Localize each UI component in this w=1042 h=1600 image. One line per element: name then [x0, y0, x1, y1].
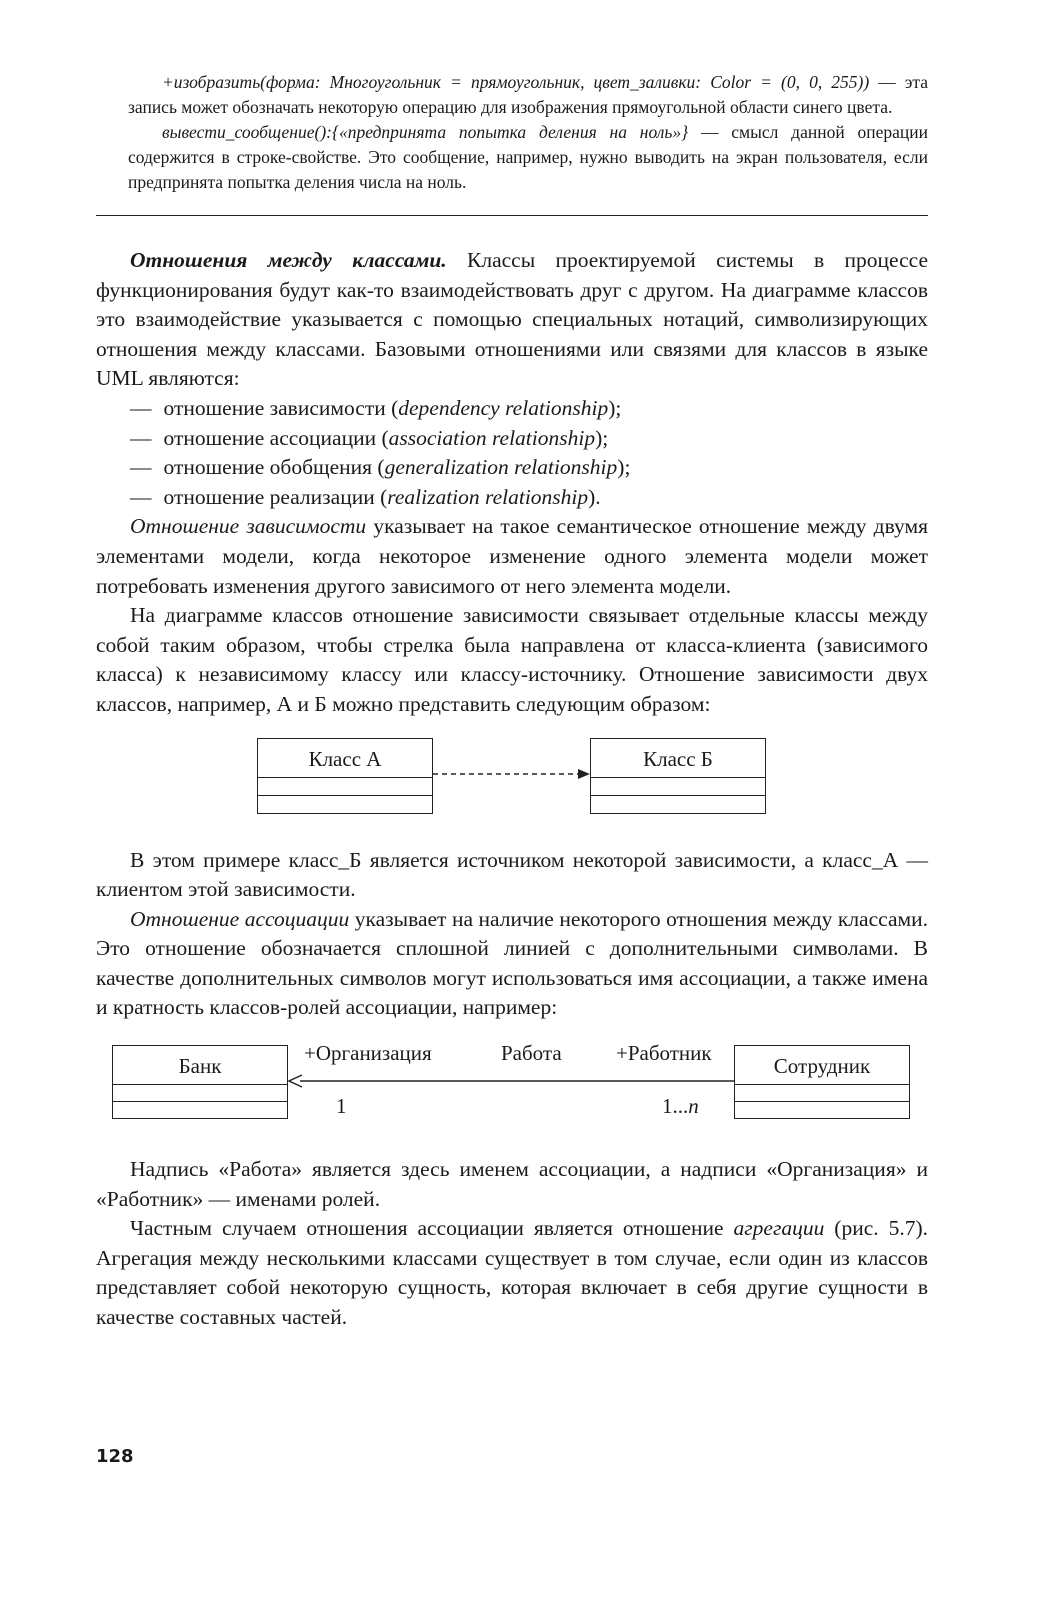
list-item: — отношение ассоциации (association relationship);: [130, 425, 609, 450]
dependency-paragraph-2: На диаграмме классов отношение зависимости связывает отдельные классы между собой таким образом, чтобы стрелка была направлена от класса-клиента (зависимого класса) к независимому классу или классу-источнику. Отношение зависимости двух классов, например, А и Б можно представить следующим образом:: [96, 603, 928, 716]
intro-paragraph: [96, 246, 928, 394]
footnote-block: [96, 70, 928, 209]
aggregation-term: агрегации: [733, 1216, 825, 1241]
note-op2-desc: — смысл данной операции содержится в строке-свойстве. Это сообщение, например, нужно выводить на экран пользователя, если предпринята попытка деления числа на ноль.: [128, 122, 928, 192]
class-b-name: Класс Б: [591, 739, 765, 778]
employee-class-name: Сотрудник: [735, 1046, 909, 1085]
page-content: [96, 70, 928, 1333]
aggregation-paragraph: Частным случаем отношения ассоциации является отношение агрегации (рис. 5.7). Агрегация между несколькими классами существует в том случае, если один из классов представляет собой некоторую сущность, которая включает в себя другие сущности в качестве составных частей.: [96, 1216, 928, 1330]
note-paragraph-2: [128, 120, 928, 195]
class-a-name: Класс А: [258, 739, 432, 778]
note-paragraph-1: [128, 70, 928, 120]
multiplicity-right-label: 1...n: [662, 1094, 699, 1119]
dependency-arrow: [96, 720, 928, 840]
association-paragraph: Отношение ассоциации указывает на наличие некоторого отношения между классами. Это отношение обозначается сплошной линией с дополнительными символами. В качестве дополнительных символов могут использоваться имя ассоциации, а также имена и кратность классов-ролей ассоциации, например:: [96, 906, 928, 1020]
dependency-term: Отношение зависимости: [130, 514, 367, 539]
list-item: — отношение обобщения (generalization relationship);: [130, 455, 631, 480]
separator-rule: [96, 215, 928, 216]
association-diagram: [96, 1023, 928, 1145]
list-item: — отношение зависимости (dependency relationship);: [130, 395, 622, 420]
bank-class-name: Банк: [113, 1046, 287, 1085]
section-heading: Отношения между классами.: [130, 248, 447, 272]
intro-text: Классы проектируемой системы в процессе функционирования будут как-то взаимодействовать друг с другом. На диаграмме классов это взаимодействие указывается с помощью специальных нотаций, символизирующих отношения между классами. Базовыми отношениями или связями для классов в языке UML являются:: [96, 248, 928, 391]
note-op1-desc: — эта запись может обозначать некоторую операцию для изображения прямоугольной области синего цвета.: [128, 72, 928, 117]
main-text: [96, 246, 928, 1333]
after-association-paragraph: Надпись «Работа» является здесь именем ассоциации, а надписи «Организация» и «Работник» — именами ролей.: [96, 1157, 928, 1211]
list-item: — отношение реализации (realization relationship).: [130, 484, 601, 509]
role-worker-label: +Работник: [616, 1041, 712, 1066]
page-number: 128: [96, 1446, 134, 1467]
dependency-diagram: [96, 720, 928, 840]
note-op2: вывести_сообщение():{«предпринята попытка деления на ноль»}: [162, 122, 689, 142]
role-organization-label: +Организация: [304, 1041, 432, 1066]
note-op1: +изобразить(форма: Многоугольник = прямоугольник, цвет_заливки: Color = (0, 0, 255)): [162, 72, 870, 92]
association-name-label: Работа: [501, 1041, 562, 1066]
association-term: Отношение ассоциации: [130, 906, 350, 931]
multiplicity-left-label: 1: [336, 1094, 347, 1119]
relationship-list: [96, 394, 928, 512]
after-dependency-paragraph: В этом примере класс_Б является источником некоторой зависимости, а класс_А — клиентом этой зависимости.: [96, 847, 928, 902]
dependency-paragraph: Отношение зависимости указывает на такое семантическое отношение между двумя элементами модели, когда некоторое изменение одного элемента модели может потребовать изменения другого зависимого от него элемента модели.: [96, 514, 928, 598]
